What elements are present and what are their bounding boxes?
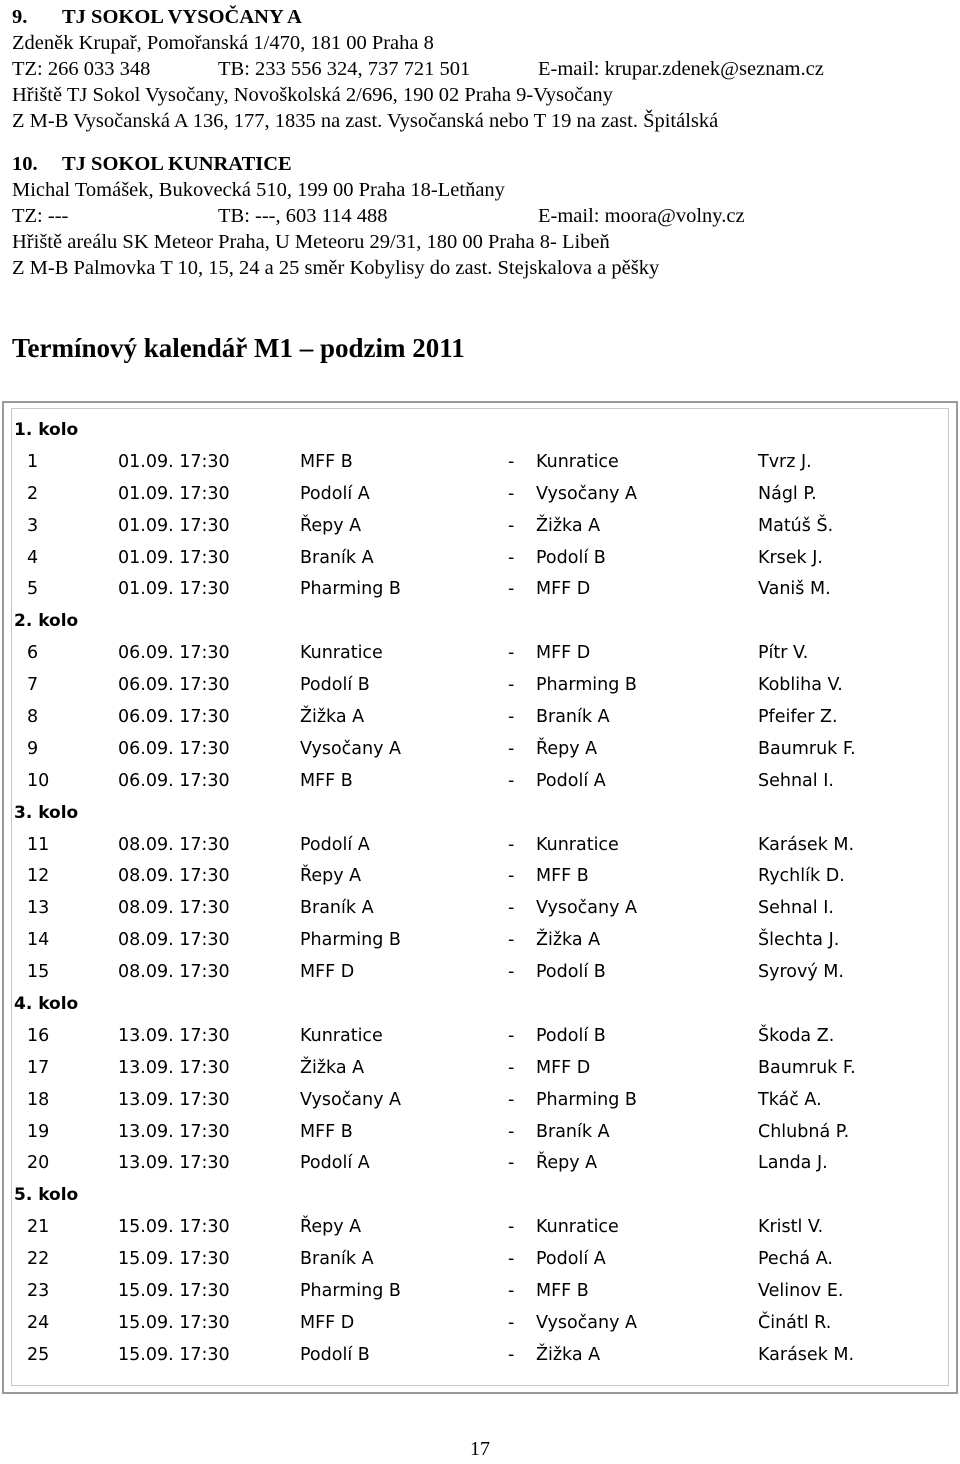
match-separator: -: [508, 547, 515, 568]
home-team: Braník A: [300, 898, 374, 919]
match-number: 2: [27, 483, 39, 504]
match-datetime: 15.09. 17:30: [118, 1312, 230, 1333]
table-row: [12, 702, 948, 734]
match-datetime: 06.09. 17:30: [118, 643, 230, 664]
match-number: 4: [27, 547, 39, 568]
round-label: 5. kolo: [14, 1185, 79, 1206]
round-label: 4. kolo: [14, 994, 79, 1015]
home-team: Podolí A: [300, 834, 370, 855]
match-separator: -: [508, 866, 515, 887]
referee-name: Kristl V.: [758, 1217, 824, 1238]
table-row: [12, 1148, 948, 1180]
schedule-rows: [12, 415, 948, 1372]
table-row: [12, 511, 948, 543]
match-number: 13: [27, 898, 50, 919]
phone-tz: TZ: 266 033 348: [12, 58, 151, 80]
home-team: MFF D: [300, 1312, 355, 1333]
table-row: [12, 1117, 948, 1149]
phone-tz: TZ: ---: [12, 205, 69, 227]
phone-tb: TB: ---, 603 114 488: [218, 205, 388, 227]
club-number: 10.: [12, 153, 38, 175]
table-row: [12, 861, 948, 893]
match-number: 23: [27, 1281, 50, 1302]
transport-info: Z M-B Vysočanská A 136, 177, 1835 na zast. Vysočanská nebo T 19 na zast. Špitálská: [12, 110, 719, 132]
match-separator: -: [508, 1153, 515, 1174]
home-team: Pharming B: [300, 930, 401, 951]
match-datetime: 01.09. 17:30: [118, 547, 230, 568]
referee-name: Tkáč A.: [758, 1089, 822, 1110]
referee-name: Nágl P.: [758, 483, 817, 504]
home-team: Kunratice: [300, 643, 383, 664]
home-team: Řepy A: [300, 1217, 362, 1238]
field-address: Hřiště areálu SK Meteor Praha, U Meteoru 29/31, 180 00 Praha 8- Libeň: [12, 231, 610, 253]
table-row: [12, 734, 948, 766]
match-separator: -: [508, 738, 515, 759]
away-team: MFF D: [536, 643, 591, 664]
away-team: MFF D: [536, 579, 591, 600]
table-row: [12, 447, 948, 479]
club-name: TJ SOKOL VYSOČANY A: [62, 6, 302, 28]
referee-name: Baumruk F.: [758, 1057, 856, 1078]
club-name: TJ SOKOL KUNRATICE: [62, 153, 292, 175]
match-separator: -: [508, 770, 515, 791]
match-separator: -: [508, 1057, 515, 1078]
club-block-9: [12, 4, 952, 134]
referee-name: Vaniš M.: [758, 579, 831, 600]
match-number: 8: [27, 707, 39, 728]
match-datetime: 08.09. 17:30: [118, 930, 230, 951]
away-team: Vysočany A: [536, 1312, 638, 1333]
email: E-mail: krupar.zdenek@seznam.cz: [538, 58, 824, 80]
table-row: [12, 670, 948, 702]
match-separator: -: [508, 1121, 515, 1142]
field-address: Hřiště TJ Sokol Vysočany, Novoškolská 2/696, 190 02 Praha 9-Vysočany: [12, 84, 613, 106]
match-datetime: 01.09. 17:30: [118, 579, 230, 600]
home-team: Braník A: [300, 547, 374, 568]
away-team: MFF B: [536, 866, 589, 887]
match-datetime: 06.09. 17:30: [118, 675, 230, 696]
match-separator: -: [508, 643, 515, 664]
match-separator: -: [508, 515, 515, 536]
match-datetime: 15.09. 17:30: [118, 1217, 230, 1238]
home-team: Žižka A: [300, 1057, 365, 1078]
away-team: Kunratice: [536, 451, 619, 472]
referee-name: Činátl R.: [758, 1312, 832, 1333]
match-number: 15: [27, 962, 50, 983]
match-datetime: 15.09. 17:30: [118, 1344, 230, 1365]
referee-name: Sehnal I.: [758, 898, 834, 919]
round-label: 2. kolo: [14, 611, 79, 632]
match-datetime: 06.09. 17:30: [118, 738, 230, 759]
home-team: Kunratice: [300, 1025, 383, 1046]
match-separator: -: [508, 1217, 515, 1238]
match-separator: -: [508, 1344, 515, 1365]
match-datetime: 13.09. 17:30: [118, 1153, 230, 1174]
match-datetime: 15.09. 17:30: [118, 1249, 230, 1270]
match-number: 20: [27, 1153, 50, 1174]
match-number: 14: [27, 930, 50, 951]
away-team: Podolí A: [536, 1249, 606, 1270]
home-team: Podolí A: [300, 1153, 370, 1174]
home-team: Pharming B: [300, 1281, 401, 1302]
table-row: [12, 543, 948, 575]
table-row: [12, 957, 948, 989]
match-number: 5: [27, 579, 39, 600]
home-team: MFF B: [300, 770, 353, 791]
match-number: 25: [27, 1344, 50, 1365]
table-row: [12, 1244, 948, 1276]
home-team: Žižka A: [300, 707, 365, 728]
referee-name: Rychlík D.: [758, 866, 845, 887]
home-team: Vysočany A: [300, 738, 402, 759]
referee-name: Baumruk F.: [758, 738, 856, 759]
table-row: [12, 1340, 948, 1372]
away-team: Braník A: [536, 1121, 610, 1142]
away-team: Žižka A: [536, 515, 601, 536]
away-team: Řepy A: [536, 1153, 598, 1174]
away-team: Pharming B: [536, 675, 637, 696]
home-team: Podolí B: [300, 675, 370, 696]
match-number: 3: [27, 515, 39, 536]
referee-name: Krsek J.: [758, 547, 823, 568]
away-team: Pharming B: [536, 1089, 637, 1110]
away-team: Vysočany A: [536, 483, 638, 504]
calendar-title: Termínový kalendář M1 – podzim 2011: [12, 333, 465, 363]
club-title: [12, 4, 952, 30]
table-row: [12, 1212, 948, 1244]
contact-person: Michal Tomášek, Bukovecká 510, 199 00 Praha 18-Letňany: [12, 179, 505, 201]
match-number: 16: [27, 1025, 50, 1046]
away-team: Podolí B: [536, 962, 606, 983]
home-team: MFF B: [300, 1121, 353, 1142]
referee-name: Chlubná P.: [758, 1121, 850, 1142]
match-separator: -: [508, 962, 515, 983]
match-separator: -: [508, 1312, 515, 1333]
home-team: MFF B: [300, 451, 353, 472]
match-number: 18: [27, 1089, 50, 1110]
match-separator: -: [508, 483, 515, 504]
match-datetime: 06.09. 17:30: [118, 707, 230, 728]
match-number: 1: [27, 451, 39, 472]
away-team: Kunratice: [536, 1217, 619, 1238]
table-row: [12, 574, 948, 606]
referee-name: Škoda Z.: [758, 1025, 835, 1046]
referee-name: Karásek M.: [758, 834, 855, 855]
contact-phones: [12, 56, 952, 82]
away-team: Kunratice: [536, 834, 619, 855]
away-team: Podolí B: [536, 1025, 606, 1046]
page-number: 17: [470, 1438, 490, 1460]
match-number: 7: [27, 675, 39, 696]
home-team: Braník A: [300, 1249, 374, 1270]
schedule-table: [2, 401, 958, 1394]
match-number: 21: [27, 1217, 50, 1238]
away-team: Podolí A: [536, 770, 606, 791]
home-team: Podolí A: [300, 483, 370, 504]
referee-name: Sehnal I.: [758, 770, 834, 791]
round-label: 3. kolo: [14, 802, 79, 823]
home-team: Řepy A: [300, 866, 362, 887]
referee-name: Syrový M.: [758, 962, 844, 983]
match-datetime: 08.09. 17:30: [118, 834, 230, 855]
home-team: Řepy A: [300, 515, 362, 536]
table-row: [12, 1276, 948, 1308]
match-separator: -: [508, 834, 515, 855]
away-team: Řepy A: [536, 738, 598, 759]
away-team: Žižka A: [536, 1344, 601, 1365]
table-row: [12, 1085, 948, 1117]
match-datetime: 13.09. 17:30: [118, 1089, 230, 1110]
table-row: [12, 766, 948, 798]
match-datetime: 08.09. 17:30: [118, 898, 230, 919]
referee-name: Karásek M.: [758, 1344, 855, 1365]
match-datetime: 01.09. 17:30: [118, 451, 230, 472]
table-row: [12, 830, 948, 862]
match-number: 17: [27, 1057, 50, 1078]
contact-person: Zdeněk Krupař, Pomořanská 1/470, 181 00 Praha 8: [12, 32, 434, 54]
table-row: [12, 1053, 948, 1085]
match-separator: -: [508, 579, 515, 600]
match-separator: -: [508, 898, 515, 919]
club-block-10: [12, 151, 952, 281]
table-row: [12, 925, 948, 957]
transport-info: Z M-B Palmovka T 10, 15, 24 a 25 směr Kobylisy do zast. Stejskalova a pěšky: [12, 257, 660, 279]
table-row: [12, 638, 948, 670]
match-datetime: 06.09. 17:30: [118, 770, 230, 791]
match-datetime: 15.09. 17:30: [118, 1281, 230, 1302]
away-team: MFF D: [536, 1057, 591, 1078]
match-number: 24: [27, 1312, 50, 1333]
referee-name: Matúš Š.: [758, 515, 834, 536]
match-number: 19: [27, 1121, 50, 1142]
club-number: 9.: [12, 6, 28, 28]
phone-tb: TB: 233 556 324, 737 721 501: [218, 58, 471, 80]
match-datetime: 13.09. 17:30: [118, 1025, 230, 1046]
referee-name: Kobliha V.: [758, 675, 843, 696]
away-team: Podolí B: [536, 547, 606, 568]
referee-name: Pechá A.: [758, 1249, 833, 1270]
club-title: [12, 151, 952, 177]
referee-name: Pítr V.: [758, 643, 809, 664]
email: E-mail: moora@volny.cz: [538, 205, 745, 227]
match-datetime: 01.09. 17:30: [118, 515, 230, 536]
match-separator: -: [508, 930, 515, 951]
referee-name: Tvrz J.: [758, 451, 812, 472]
match-datetime: 13.09. 17:30: [118, 1057, 230, 1078]
contact-phones: [12, 203, 952, 229]
home-team: Podolí B: [300, 1344, 370, 1365]
match-separator: -: [508, 707, 515, 728]
home-team: Vysočany A: [300, 1089, 402, 1110]
match-number: 10: [27, 770, 50, 791]
table-row: [12, 1021, 948, 1053]
match-datetime: 01.09. 17:30: [118, 483, 230, 504]
match-separator: -: [508, 1249, 515, 1270]
away-team: Vysočany A: [536, 898, 638, 919]
table-row: [12, 893, 948, 925]
match-number: 12: [27, 866, 50, 887]
match-separator: -: [508, 451, 515, 472]
match-datetime: 08.09. 17:30: [118, 866, 230, 887]
table-row: [12, 479, 948, 511]
match-datetime: 08.09. 17:30: [118, 962, 230, 983]
referee-name: Velinov E.: [758, 1281, 844, 1302]
away-team: Žižka A: [536, 930, 601, 951]
referee-name: Pfeifer Z.: [758, 707, 838, 728]
table-row: [12, 1308, 948, 1340]
match-number: 22: [27, 1249, 50, 1270]
match-number: 9: [27, 738, 39, 759]
referee-name: Šlechta J.: [758, 930, 840, 951]
away-team: Braník A: [536, 707, 610, 728]
match-number: 11: [27, 834, 50, 855]
home-team: MFF D: [300, 962, 355, 983]
round-label: 1. kolo: [14, 420, 79, 440]
match-separator: -: [508, 1281, 515, 1302]
match-number: 6: [27, 643, 39, 664]
home-team: Pharming B: [300, 579, 401, 600]
match-separator: -: [508, 1025, 515, 1046]
match-separator: -: [508, 1089, 515, 1110]
schedule-table-inner: [11, 408, 949, 1386]
referee-name: Landa J.: [758, 1153, 828, 1174]
match-separator: -: [508, 675, 515, 696]
match-datetime: 13.09. 17:30: [118, 1121, 230, 1142]
away-team: MFF B: [536, 1281, 589, 1302]
